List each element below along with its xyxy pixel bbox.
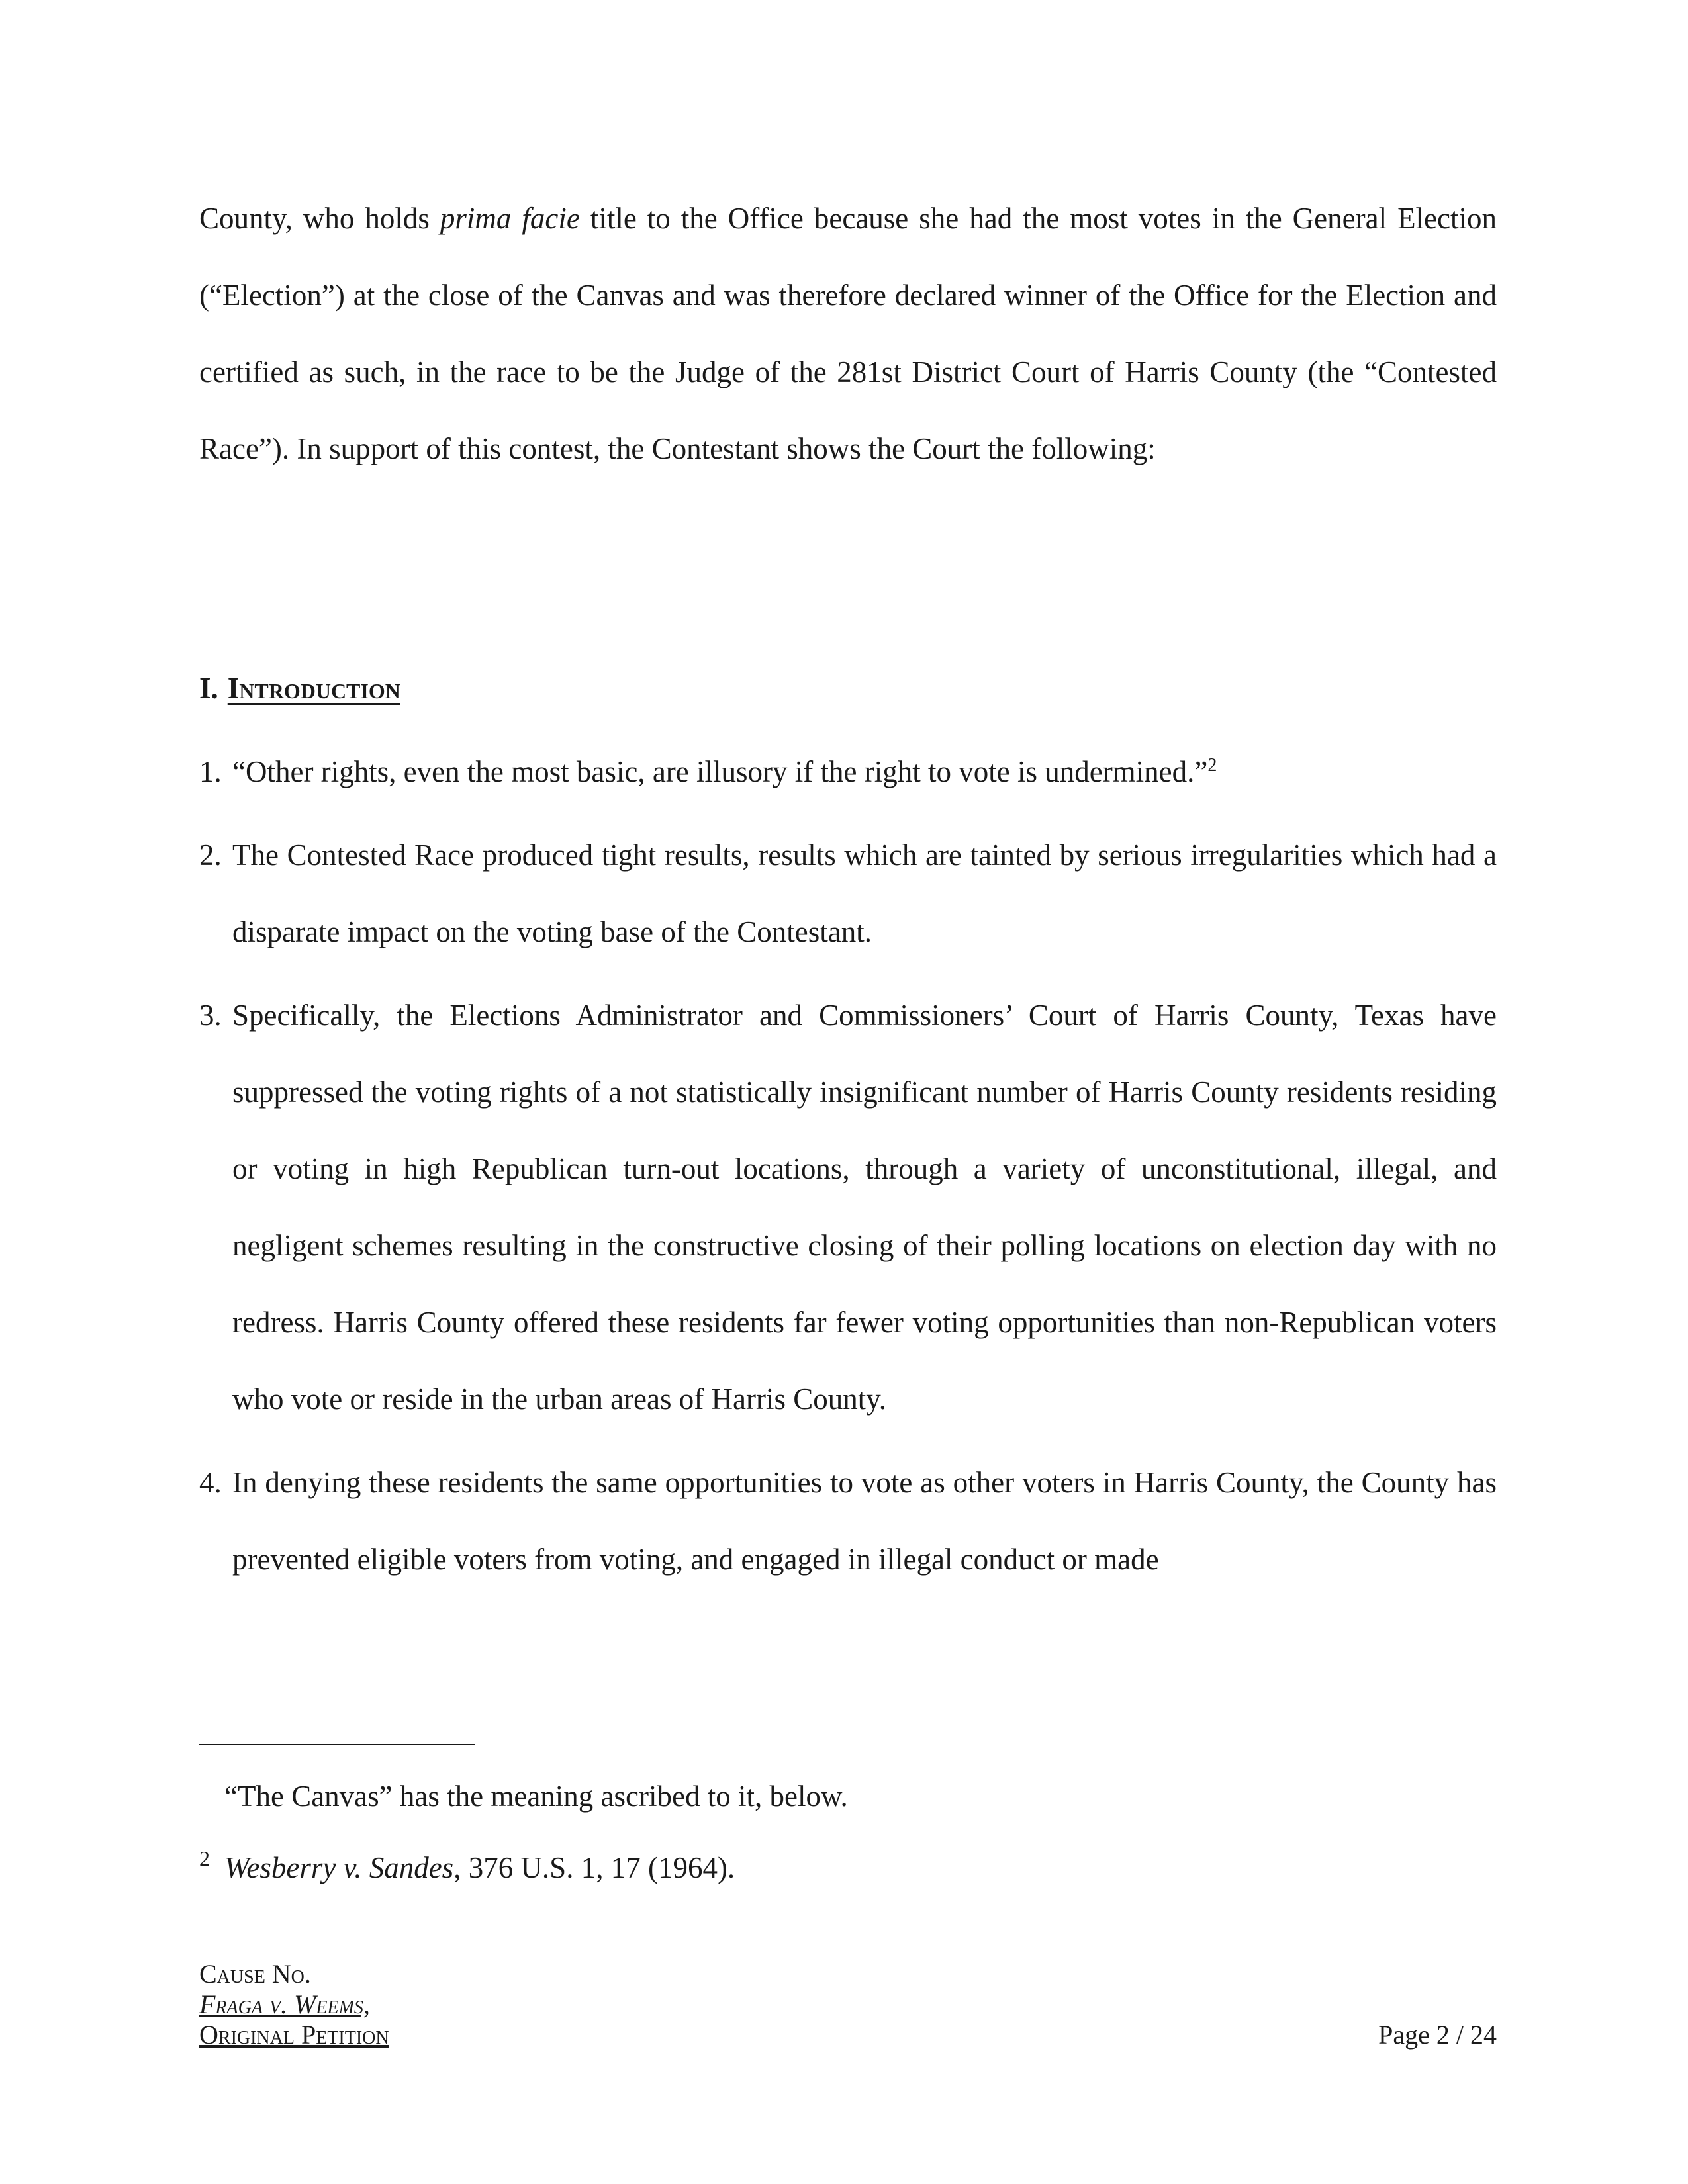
footnote-case-name: Wesberry v. Sandes xyxy=(224,1851,454,1884)
intro-text-start: County, who holds xyxy=(199,202,440,235)
section-number: I. xyxy=(199,672,218,705)
footer-caption xyxy=(199,1959,389,2050)
case-name: Fraga v. Weems, xyxy=(199,1989,370,2019)
list-item xyxy=(199,733,1497,810)
list-item-number: 3. xyxy=(199,999,222,1032)
section-title: Introduction xyxy=(227,672,400,705)
list-item xyxy=(199,817,1497,970)
footnote-text: “The Canvas” has the meaning ascribed to it, below. xyxy=(224,1780,848,1813)
list-item-text: The Contested Race produced tight results, results which are tainted by serious irregularities which had a disparate impact on the voting base of the Contestant. xyxy=(232,839,1497,948)
list-item-number: 4. xyxy=(199,1466,222,1499)
list-item-number: 2. xyxy=(199,839,222,872)
list-item xyxy=(199,977,1497,1437)
intro-italic-term: prima facie xyxy=(440,202,580,235)
footnote-reference: 2 xyxy=(1207,755,1217,776)
footnote-number: 2 xyxy=(199,1846,210,1870)
cause-number: Cause No. xyxy=(199,1959,311,1989)
list-item-text: “Other rights, even the most basic, are illusory if the right to vote is undermined.” xyxy=(232,755,1208,788)
intro-paragraph xyxy=(199,180,1497,487)
page-number: Page 2 / 24 xyxy=(1378,2020,1497,2050)
numbered-list xyxy=(199,733,1497,1604)
list-item-text: Specifically, the Elections Administrator and Commissioners’ Court of Harris County, Texas have suppressed the voting rights of a not statistically insignificant number of Harris County residents residing or voting in high Republican turn-out locations, through a variety of unconstitutional, illegal, and negligent schemes resulting in the constructive closing of their polling locations on election day with no redress. Harris County offered these residents far fewer voting opportunities than non-Republican voters who vote or reside in the urban areas of Harris County. xyxy=(232,999,1497,1416)
intro-text-rest: title to the Office because she had the most votes in the General Election (“Election”) at the close of the Canvas and was therefore declared winner of the Office for the Election and certified as such, in the race to be the Judge of the 281st District Court of Harris County (the “Contested Race”). In support of this contest, the Contestant shows the Court the following: xyxy=(199,202,1497,465)
document-title: Original Petition xyxy=(199,2020,389,2050)
list-item-number: 1. xyxy=(199,755,222,788)
footnote xyxy=(199,1832,1497,1903)
footnotes xyxy=(199,1760,1497,1903)
list-item xyxy=(199,1444,1497,1598)
footnote xyxy=(199,1760,1497,1832)
section-heading xyxy=(199,668,400,708)
list-item-text: In denying these residents the same opportunities to vote as other voters in Harris County, the County has prevented eligible voters from voting, and engaged in illegal conduct or made xyxy=(232,1466,1497,1576)
footnote-divider xyxy=(199,1744,475,1745)
footnote-citation: , 376 U.S. 1, 17 (1964). xyxy=(453,1851,735,1884)
